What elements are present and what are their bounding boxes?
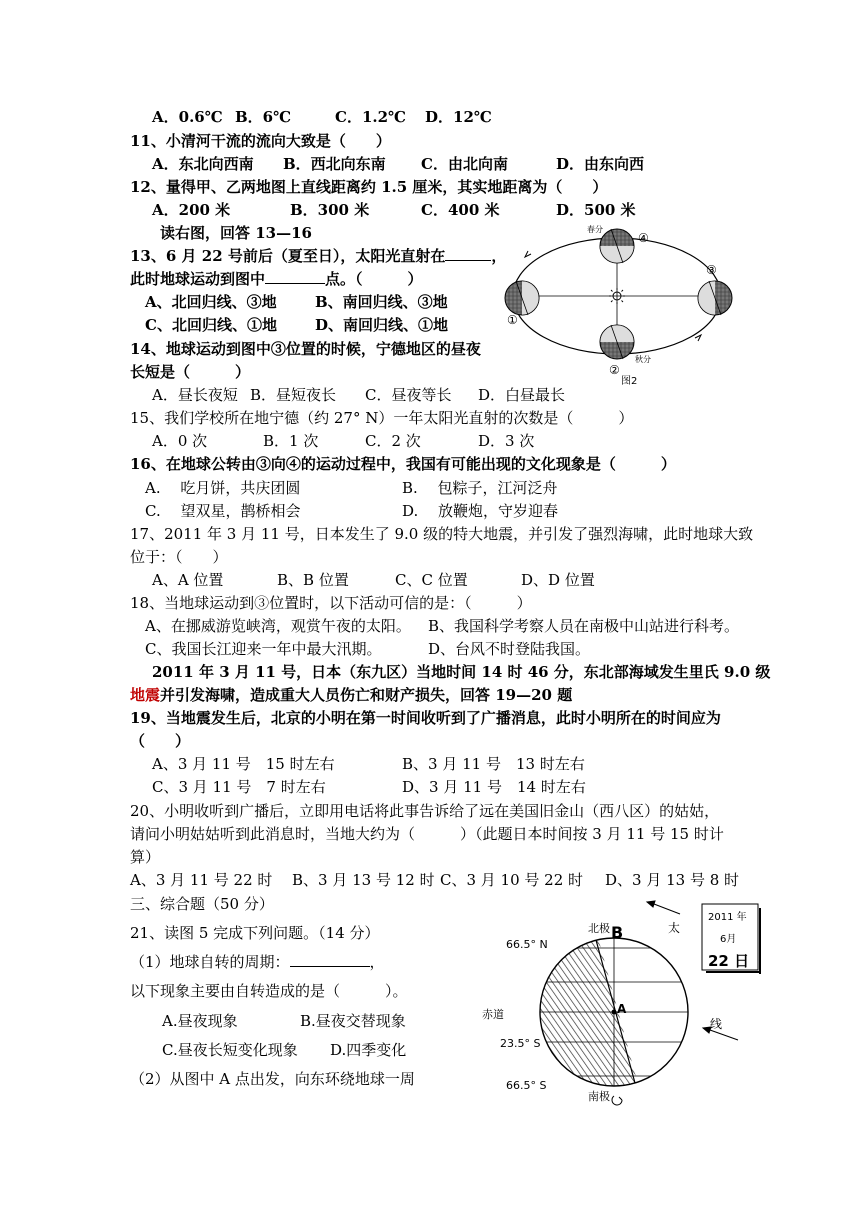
fig5-lat-665s: 66.5° S <box>506 1079 547 1092</box>
intro-19-20-rest: 并引发海啸，造成重大人员伤亡和财产损失，回答 19—20 题 <box>160 686 573 704</box>
q13-stem-line2 <box>130 268 423 290</box>
q15-stem: 15、我们学校所在地宁德（约 27° N）一年太阳光直射的次数是（ ） <box>130 409 634 427</box>
fig2-label-spring: 春分 <box>587 225 603 234</box>
q16-option-b: B. 包粽子，江河泛舟 <box>402 479 558 497</box>
sun-ray-3-icon <box>710 1030 738 1040</box>
sun-ray-1-icon <box>654 904 680 914</box>
earth-position-2-icon <box>600 325 634 359</box>
q14-option-c: C．昼夜等长 <box>365 386 452 404</box>
q18-option-b: B、我国科学考察人员在南极中山站进行科考。 <box>428 617 740 635</box>
q16-option-a: A. 吃月饼，共庆团圆 <box>145 479 301 497</box>
q12-option-a: A．200 米 <box>152 201 231 219</box>
q15-option-b: B．1 次 <box>263 432 319 450</box>
q20-stem-line2: 请问小明姑姑听到此消息时，当地大约为（ ）（此题日本时间按 3 月 11 号 15 时计 <box>130 825 724 843</box>
orbit-arrow-icon <box>695 335 701 341</box>
q21-option-c: C.昼夜长短变化现象 <box>162 1041 298 1059</box>
q15-option-c: C．2 次 <box>365 432 421 450</box>
q13-stem-line1 <box>130 245 506 267</box>
q18-stem: 18、当地球运动到③位置时，以下活动可信的是：（ ） <box>130 594 532 612</box>
q21-stem: 21、读图 5 完成下列问题。（14 分） <box>130 924 380 942</box>
q15-option-d: D．3 次 <box>478 432 535 450</box>
q20-stem-line1: 20、小明收听到广播后，立即用电话将此事告诉给了远在美国旧金山（西八区）的姑姑， <box>130 802 720 820</box>
q13-stem-b: 此时地球运动到图中 <box>130 270 266 288</box>
q12-option-d: D．500 米 <box>556 201 636 219</box>
q16-option-d: D. 放鞭炮，守岁迎春 <box>402 502 559 520</box>
q17-option-a: A、A 位置 <box>152 571 224 589</box>
q17-option-d: D、D 位置 <box>521 571 595 589</box>
q16-option-c: C. 望双星，鹊桥相会 <box>145 502 301 520</box>
intro-13-16: 读右图，回答 13—16 <box>160 224 312 242</box>
q21-blank <box>290 952 370 967</box>
q17-stem-line1: 17、2011 年 3 月 11 号，日本发生了 9.0 级的特大地震，并引发了强烈海啸，此时地球大致 <box>130 525 754 543</box>
fig5-cal-year: 2011 年 <box>708 912 747 923</box>
fig2-label-autumn: 秋分 <box>635 355 651 364</box>
fig5-point-b: B <box>611 923 624 942</box>
fig5-sun-char-2: 线 <box>710 1017 723 1031</box>
intro-19-20-line2 <box>130 684 572 706</box>
q13-stem-b-end: 点。（ ） <box>325 270 423 288</box>
fig5-point-a: A <box>617 1002 627 1016</box>
fig5-south-pole: 南极 <box>588 1090 610 1103</box>
fig2-label-3: ③ <box>706 263 717 277</box>
night-area <box>530 930 645 1110</box>
q17-option-c: C、C 位置 <box>395 571 468 589</box>
q18-option-a: A、在挪威游览峡湾，观赏午夜的太阳。 <box>145 617 411 635</box>
q18-option-d: D、台风不时登陆我国。 <box>428 640 591 658</box>
earth-position-1-icon <box>505 281 539 315</box>
q21-option-d: D.四季变化 <box>330 1041 407 1059</box>
fig2-label-4: ④ <box>638 231 649 245</box>
q20-option-c: C、3 月 10 号 22 时 <box>440 871 584 889</box>
q14-option-d: D．白昼最长 <box>478 386 566 404</box>
intro-19-20-line1: 2011 年 3 月 11 号，日本（东九区）当地时间 14 时 46 分，东北部海域发生里氏 9.0 级 <box>152 663 771 681</box>
section-3-heading: 三、综合题（50 分） <box>130 895 274 913</box>
q21-p1-line2: 以下现象主要由自转造成的是（ ）。 <box>130 982 408 1000</box>
fig5-sun-char-1: 太 <box>668 921 681 935</box>
q10-option-a: A．0.6℃ <box>152 108 223 126</box>
q10-option-c: C．1.2℃ <box>335 108 407 126</box>
q19-stem-line2: （ ） <box>130 732 191 750</box>
q13-stem-a: 13、6 月 22 号前后（夏至日），太阳光直射在 <box>130 247 446 265</box>
fig2-label-2: ② <box>609 363 620 377</box>
earth-position-3-icon <box>698 281 732 315</box>
q11-stem: 11、小清河干流的流向大致是（ ） <box>130 132 391 150</box>
q13-option-b: B、南回归线、③地 <box>315 293 448 311</box>
fig5-equator: 赤道 <box>482 1008 504 1021</box>
q13-option-a: A、北回归线、③地 <box>145 293 277 311</box>
sun-ray-1-arrowhead-icon <box>647 901 655 907</box>
q14-stem-line1: 14、地球运动到图中③位置的时候，宁德地区的昼夜 <box>130 340 481 358</box>
q13-blank-1 <box>445 246 491 261</box>
fig2-orbit-diagram <box>495 218 745 388</box>
q12-option-c: C．400 米 <box>421 201 500 219</box>
q16-stem: 16、在地球公转由③向④的运动过程中，我国有可能出现的文化现象是（ ） <box>130 455 676 473</box>
q13-blank-2 <box>265 269 325 284</box>
q21-option-a: A.昼夜现象 <box>162 1012 238 1030</box>
q12-stem: 12、量得甲、乙两地图上直线距离约 1.5 厘米，其实地距离为（ ） <box>130 178 608 196</box>
q11-option-a: A．东北向西南 <box>152 155 254 173</box>
q19-option-b: B、3 月 11 号 13 时左右 <box>402 755 585 773</box>
fig5-north-pole: 北极 <box>588 922 610 935</box>
q21-p1-a: （1）地球自转的周期： <box>130 953 290 971</box>
q21-p1-end: ， <box>369 953 385 971</box>
fig5-lat-235s: 23.5° S <box>500 1037 541 1050</box>
orbit-arrow-icon <box>525 251 531 257</box>
q17-option-b: B、B 位置 <box>277 571 349 589</box>
q10-option-d: D．12℃ <box>425 108 492 126</box>
q14-stem-line2: 长短是（ ） <box>130 363 251 381</box>
q13-option-c: C、北回归线、①地 <box>145 316 277 334</box>
q19-option-d: D、3 月 11 号 14 时左右 <box>402 778 586 796</box>
q14-option-a: A．昼长夜短 <box>152 386 238 404</box>
q18-option-c: C、我国长江迎来一年中最大汛期。 <box>145 640 382 658</box>
q19-option-c: C、3 月 11 号 7 时左右 <box>152 778 326 796</box>
point-a-marker <box>612 1010 617 1015</box>
q19-option-a: A、3 月 11 号 15 时左右 <box>152 755 335 773</box>
fig2-label-1: ① <box>507 313 518 327</box>
q10-option-b: B．6℃ <box>235 108 292 126</box>
fig5-cal-month: 6月 <box>720 934 737 945</box>
q20-stem-line3: 算） <box>130 848 161 866</box>
intro-red-earthquake: 地震 <box>130 686 161 704</box>
q19-stem-line1: 19、当地震发生后，北京的小明在第一时间收听到了广播消息，此时小明所在的时间应为 <box>130 709 721 727</box>
fig5-cal-day: 22 日 <box>708 952 750 970</box>
q15-option-a: A．0 次 <box>152 432 208 450</box>
q20-option-d: D、3 月 13 号 8 时 <box>605 871 740 889</box>
q14-option-b: B．昼短夜长 <box>250 386 337 404</box>
q11-option-d: D．由东向西 <box>556 155 645 173</box>
fig5-illumination-diagram <box>470 900 770 1110</box>
fig5-lat-665n: 66.5° N <box>506 938 548 951</box>
fig2-caption: 图2 <box>621 376 638 387</box>
q11-option-c: C．由北向南 <box>421 155 508 173</box>
q13-stem-a-end: ， <box>491 247 507 265</box>
rotation-arrow-icon <box>612 1096 622 1105</box>
q20-option-b: B、3 月 13 号 12 时 <box>292 871 435 889</box>
q21-p1-line1 <box>130 951 385 973</box>
q21-option-b: B.昼夜交替现象 <box>300 1012 406 1030</box>
q17-stem-line2: 位于：（ ） <box>130 548 228 566</box>
q11-option-b: B．西北向东南 <box>283 155 386 173</box>
q12-option-b: B．300 米 <box>290 201 370 219</box>
earth-position-4-icon <box>600 229 634 263</box>
q13-option-d: D、南回归线、①地 <box>315 316 449 334</box>
q21-p2: （2）从图中 A 点出发，向东环绕地球一周 <box>130 1070 415 1088</box>
q20-option-a: A、3 月 11 号 22 时 <box>130 871 273 889</box>
